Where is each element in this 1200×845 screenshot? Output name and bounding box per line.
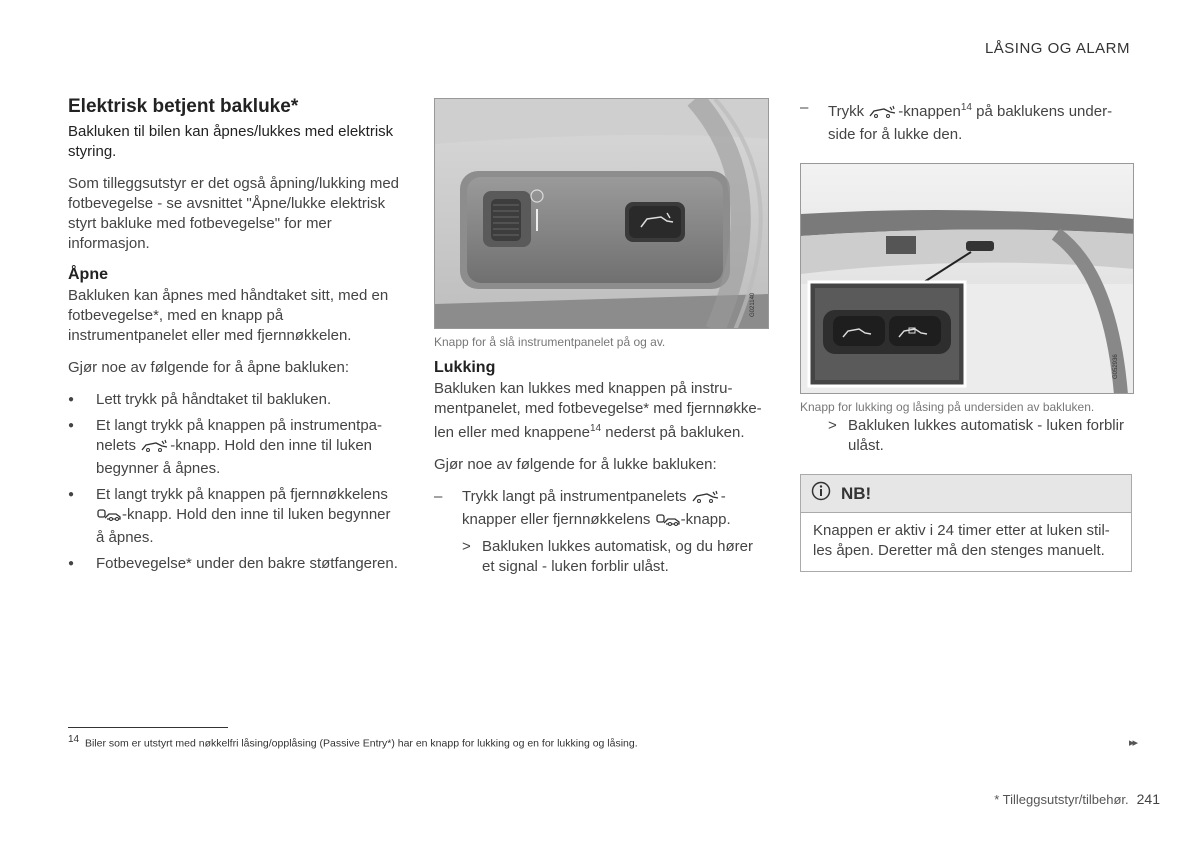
list-item: ● Lett trykk på håndtaket til bakluken. [68, 390, 403, 410]
note-header [801, 475, 1131, 513]
close-heading: Lukking [434, 359, 496, 376]
lead-text: Bakluken til bilen kan åpnes/lukkes med elektrisk styring. [68, 123, 394, 160]
list-item: ● Et langt trykk på knappen på fjernnøkkelens -knapp. Hold den inne til luken begynner å åpnes. [68, 485, 403, 548]
open-heading: Åpne [68, 266, 108, 283]
close-step: – Trykk langt på instrumentpanelets -knapper eller fjernnøkkelens -knapp. [434, 487, 769, 533]
figure-id: G021140 [750, 292, 756, 317]
close-result: > Bakluken lukkes automatisk - luken forblir ulåst. [828, 417, 1124, 454]
footnote-asterisk-note: * Tilleggsutstyr/tilbehør. [994, 792, 1129, 807]
tailgate-icon [868, 105, 898, 125]
open-text: Bakluken kan åpnes med håndtaket sitt, med en fotbevegelse*, med en knapp på instrumentpanelet eller med fjernnøkkelen. [68, 287, 389, 344]
footnote: $^{14}$ Biler som er utstyrt med nøkkelfri låsing/opplåsing (Passive Entry*) har en knapp for lukking og en for lukking og låsing. [68, 734, 638, 750]
dashboard-button-figure [434, 98, 769, 329]
figure-caption: Knapp for å slå instrumentpanelet på og av. [434, 335, 666, 349]
intro-text: Som tilleggsutstyr er det også åpning/lukking med fotbevegelse - se avsnittet "Åpne/lukke elektrisk styrt bakluke med fotbevegelse" for mer informasjon. [68, 175, 400, 252]
page-title: Elektrisk betjent bakluke* [68, 96, 299, 117]
column-2 [434, 98, 769, 581]
info-icon [811, 481, 831, 506]
page-number: 241 [1136, 791, 1160, 807]
tailgate-icon [140, 439, 170, 459]
note-text: Knappen er aktiv i 24 timer etter at luken stil-les åpen. Deretter må den stenges manuelt. [813, 522, 1110, 559]
car-remote-icon [655, 513, 681, 533]
open-intro: Gjør noe av følgende for å åpne bakluken: [68, 359, 350, 376]
tailgate-button-figure [800, 163, 1134, 394]
note-title: NB! [841, 483, 872, 503]
open-list [68, 390, 403, 574]
close-text: Bakluken kan lukkes med knappen på instru-mentpanelet, med fotbevegelse* med fjernnøkke-len eller med knappene$^{14}$ nederst på bakluken. [434, 380, 762, 441]
car-remote-icon [96, 508, 122, 528]
column-1 [68, 96, 403, 580]
list-item: ● Et langt trykk på knappen på instrumentpa-nelets -knapp. Hold den inne til luken begynner å åpnes. [68, 416, 403, 479]
next-page-icon: ▸▸ [1128, 737, 1136, 749]
figure-caption: Knapp for lukking og låsing på undersiden av bakluken. [800, 400, 1095, 414]
page-footer [994, 791, 1160, 807]
figure-id: G052936 [1113, 354, 1119, 379]
tailgate-icon [691, 490, 721, 510]
close-intro: Gjør noe av følgende for å lukke bakluken: [434, 456, 717, 473]
note-box [800, 474, 1132, 572]
tailgate-underside-illustration [801, 164, 1134, 394]
column-3 [800, 98, 1132, 572]
dashboard-panel-illustration [435, 99, 769, 329]
footnote-divider [68, 727, 228, 728]
close-result: > Bakluken lukkes automatisk, og du hører et signal - luken forblir ulåst. [462, 538, 753, 575]
list-item: ● Fotbevegelse* under den bakre støtfangeren. [68, 554, 403, 574]
section-header: LÅSING OG ALARM [984, 40, 1130, 57]
tailgate-button-step: – Trykk -knappen$^{14}$ på baklukens under-side for å lukke den. [800, 99, 1113, 143]
